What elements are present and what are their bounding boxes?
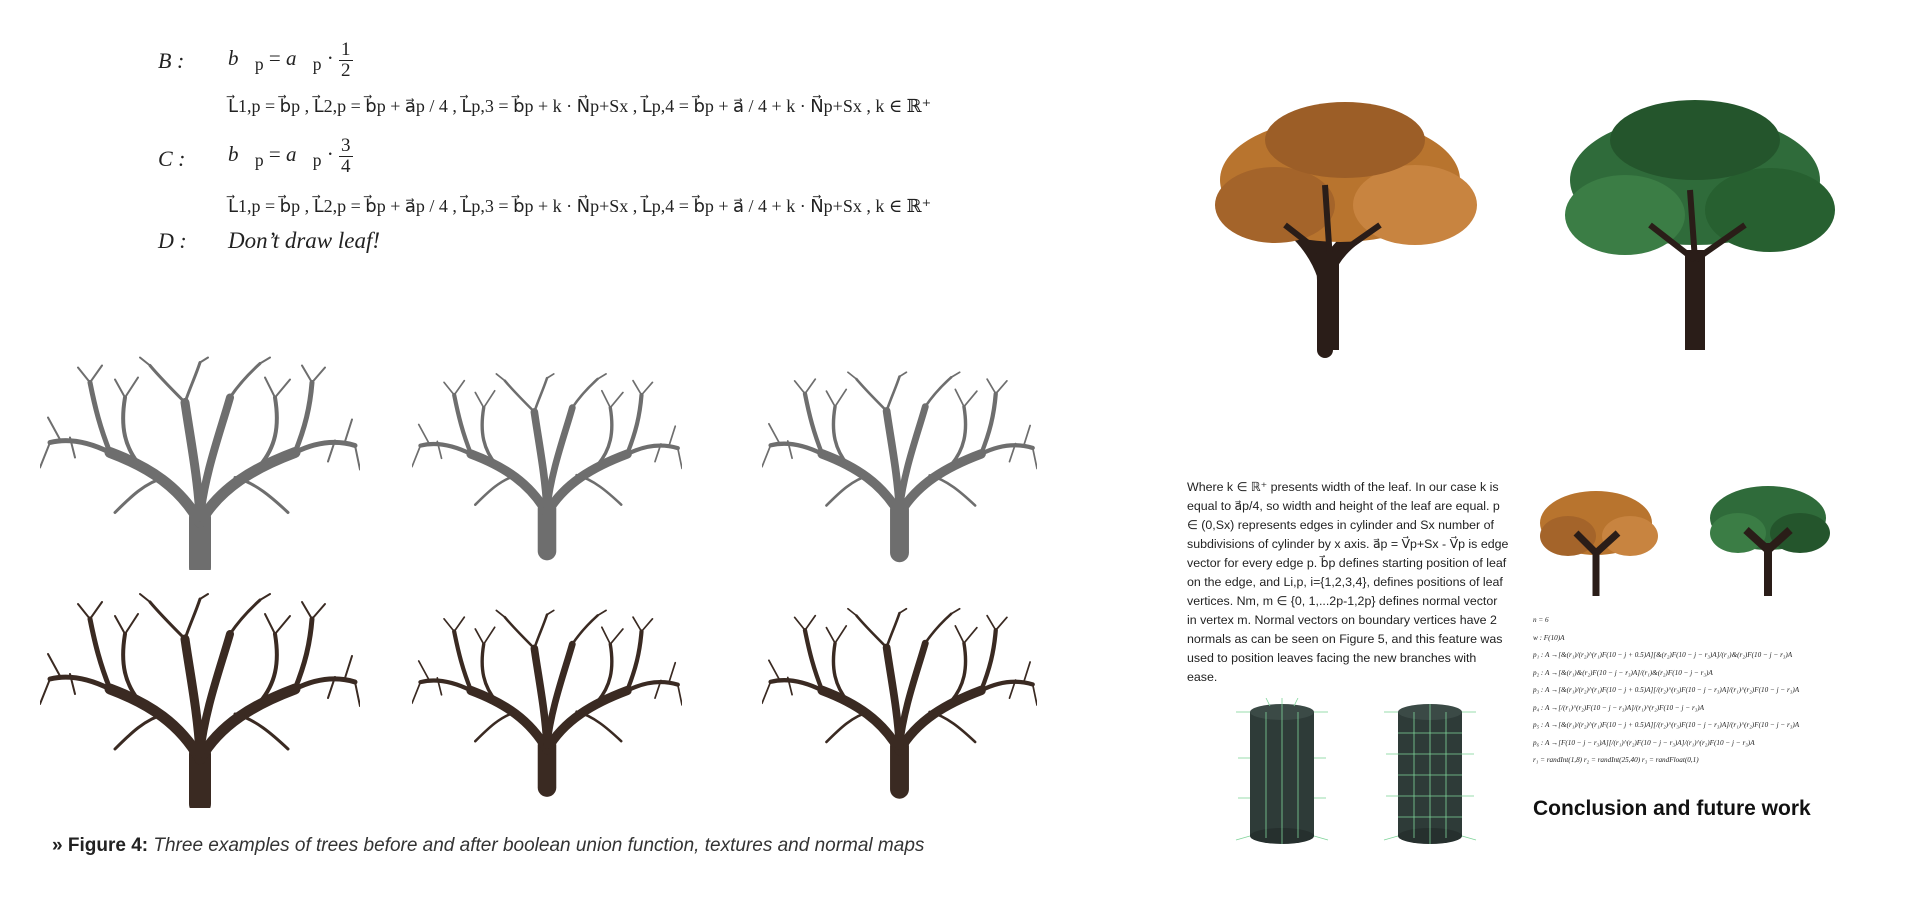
figure-leafy-trees-large [1205, 85, 1865, 360]
equation-C-leaf-text: L⃗1,p = b⃗p , L⃗2,p = b⃗p + a⃗p / 4 , L⃗p,3 = b⃗p + k · N⃗p+Sx , L⃗p,4 = b⃗p + a⃗ / 4 + k · N⃗p+Sx , k ∈ ℝ⁺ [228, 196, 932, 216]
tree-orange-small [1540, 491, 1658, 596]
lsystem-rule: p₃ : A →[&(r₁)/(r₂)^(r₁)F(10 − j + 0.5)A][/(r₂)^(r₃)F(10 − j − r₃)A]/(r₁)^(r₂)F(10 − j − r₃)A [1533, 686, 1800, 694]
tree-orange-large [1215, 102, 1477, 350]
equation-C-label [158, 146, 186, 172]
equation-B-label [158, 48, 184, 74]
tree-brown-3 [762, 609, 1037, 789]
figure4-label: Figure 4: [67, 835, 149, 856]
equation-D [158, 228, 380, 254]
frac-B-den: 2 [341, 59, 351, 81]
lsystem-rule: p₆ : A →[F(10 − j − r₃)A][/(r₁)^(r₂)F(10 − j − r₃)A]/(r₁)^(r₂)F(10 − j − r₃)A [1533, 738, 1755, 747]
cylinder-1 [1236, 698, 1328, 844]
equation-C-leaf-vertices [228, 196, 931, 217]
frac-C-den: 4 [341, 155, 351, 177]
label-D: D : [158, 228, 187, 253]
cylinder-2 [1384, 704, 1476, 844]
equation-B-leaf-vertices [228, 96, 931, 117]
figure5-cylinders [1230, 698, 1530, 848]
conclusion-heading: Conclusion and future work [1533, 797, 1811, 820]
dont-draw-leaf-text: Don’t draw leaf! [227, 228, 381, 253]
tree-brown-1 [40, 594, 360, 804]
tree-brown-2 [412, 610, 682, 787]
figure-leafy-trees-small [1538, 478, 1848, 598]
tree-gray-2 [412, 374, 682, 551]
tree-gray-1 [40, 358, 360, 568]
lsystem-rule: p₅ : A →[&(r₁)/(r₂)^(r₁)F(10 − j + 0.5)A][/(r₂)^(r₃)F(10 − j − r₃)A]/(r₁)^(r₂)F(10 − j − r₃)A [1533, 721, 1800, 729]
lsystem-w: w : F(10)A [1533, 633, 1565, 642]
figure4-prefix: » [52, 835, 68, 856]
figure4-caption [52, 835, 924, 857]
tree-green-small [1710, 486, 1830, 596]
equation-B-main: $b⃗_p$ = $a⃗_p$ · $\frac{1}{2}$ [228, 39, 351, 81]
figure4-trees [40, 355, 1040, 810]
lsystem-n: n = 6 [1533, 616, 1549, 624]
frac-C-num: 3 [341, 135, 351, 156]
lsystem-randoms: r₁ = randInt(1,8) r₂ = randInt(25,40) r₃ = randFloat(0,1) [1533, 756, 1699, 764]
label-C: C : [158, 146, 186, 171]
frac-B-num: 1 [341, 39, 351, 60]
lsystem-rules [1533, 612, 1799, 770]
label-B: B : [158, 48, 185, 73]
body-paragraph: Where k ∈ ℝ⁺ presents width of the leaf. In our case k is equal to a⃗p/4, so width and height of the leaf are equal. p ∈ (0,Sx) represents edges in cylinder and Sx number of subdivisions of cylinder by x axis. a⃗p = V⃗p+Sx - V⃗p is edge vector for every edge p. b⃗p defines starting position of leaf on the edge, and Li,p, i={1,2,3,4}, defines positions of leaf vertices. Nm, m ∈ {0, 1,...2p-1,2p} defines normal vector in vertex m. Normal vectors on boundary vertices have 2 normals as can be seen on Figure 5, and this feature was used to position leaves facing the new branches with ease. [1187, 480, 1509, 684]
tree-green-large [1565, 100, 1835, 350]
lsystem-rule: p₂ : A →[&(r₁)&(r₂)F(10 − j − r₃)A]/(r₁)&(r₂)F(10 − j − r₃)A [1533, 668, 1713, 677]
figure4-text: Three examples of trees before and after boolean union function, textures and normal maps [153, 835, 925, 856]
lsystem-rule: p₄ : A →[/(r₁)^(r₂)F(10 − j − r₃)A]/(r₁)^(r₂)F(10 − j − r₃)A [1533, 703, 1705, 712]
tree-gray-3 [762, 372, 1037, 552]
equation-B-leaf-text: L⃗1,p = b⃗p , L⃗2,p = b⃗p + a⃗p / 4 , L⃗p,3 = b⃗p + k · N⃗p+Sx , L⃗p,4 = b⃗p + a⃗ / 4 + k · N⃗p+Sx , k ∈ ℝ⁺ [228, 96, 932, 116]
lsystem-rule: p₁ : A →[&(r₁)/(r₂)^(r₁)F(10 − j + 0.5)A][&(r₂)F(10 − j − r₃)A]/(r₁)&(r₂)F(10 − j − r₃)A [1533, 651, 1793, 659]
equation-C-main: $b⃗_p$ = $a⃗_p$ · $\frac{3}{4}$ [228, 135, 351, 177]
